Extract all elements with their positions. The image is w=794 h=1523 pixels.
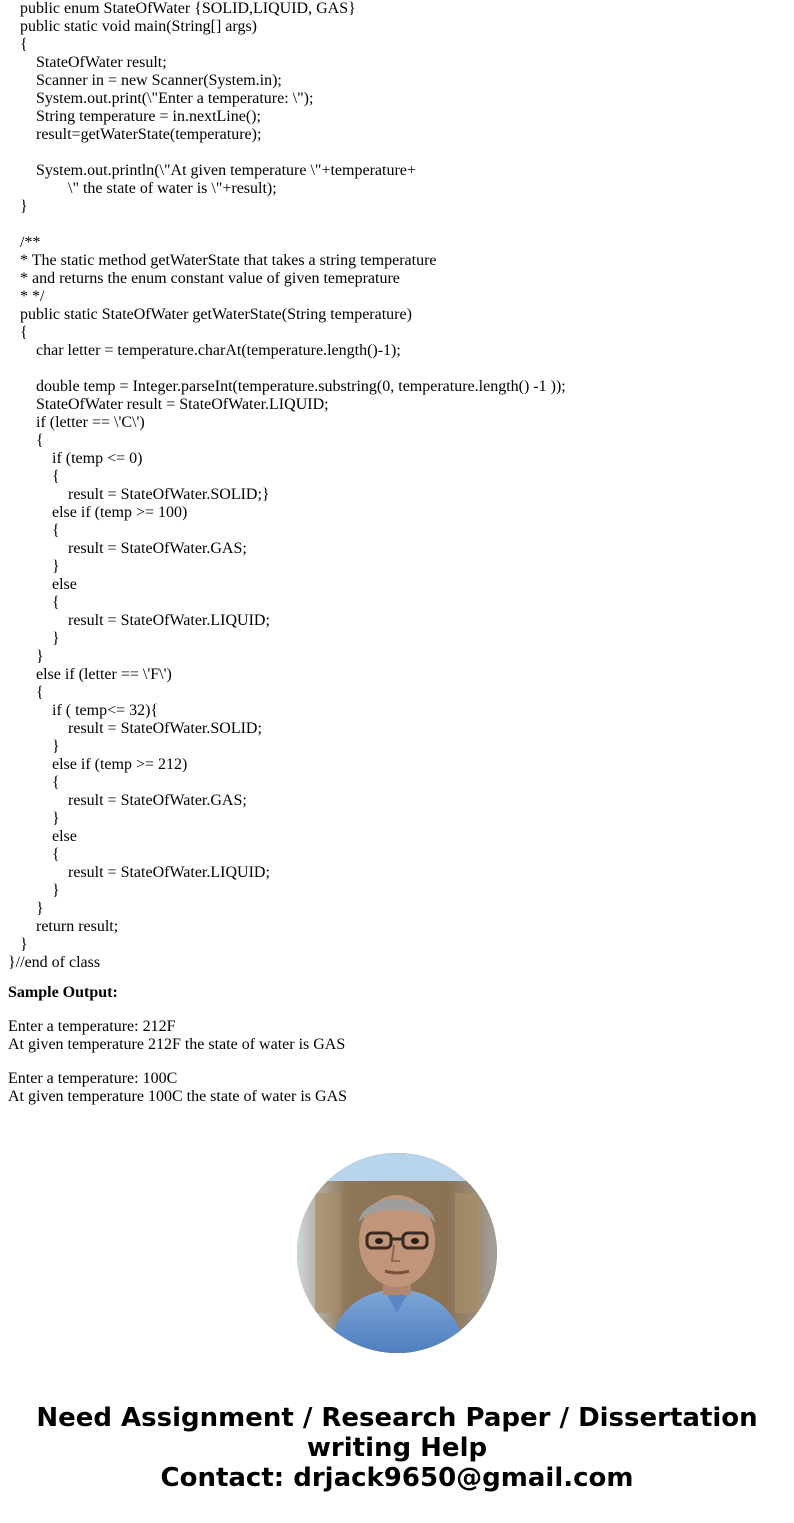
code-line: else if (letter == \'F\') (8, 666, 172, 683)
code-line: result=getWaterState(temperature); (8, 126, 262, 143)
code-line: result = StateOfWater.LIQUID; (8, 864, 270, 881)
code-line (8, 144, 788, 162)
code-line: result = StateOfWater.GAS; (8, 540, 247, 557)
code-listing (8, 0, 788, 972)
code-line: double temp = Integer.parseInt(temperature.substring(0, temperature.length() -1 )); (8, 378, 566, 395)
sample-output-line: Enter a temperature: 100C (8, 1070, 178, 1087)
code-line: { (8, 36, 28, 53)
code-line: } (8, 738, 60, 755)
code-line: } (8, 198, 28, 215)
code-line: else (8, 828, 77, 845)
code-line: { (8, 468, 60, 485)
code-line: { (8, 684, 44, 701)
author-photo (297, 1153, 497, 1353)
code-line: char letter = temperature.charAt(temperature.length()-1); (8, 342, 401, 359)
code-line: Scanner in = new Scanner(System.in); (8, 72, 282, 89)
code-line: } (8, 810, 60, 827)
code-line: if (temp <= 0) (8, 450, 143, 467)
code-line: return result; (8, 918, 119, 935)
code-line: System.out.print(\"Enter a temperature: \"); (8, 90, 314, 107)
code-line: } (8, 882, 60, 899)
code-line (8, 360, 788, 378)
code-line (8, 216, 788, 234)
code-line: } (8, 558, 60, 575)
sample-output-line: At given temperature 100C the state of water is GAS (8, 1088, 348, 1105)
code-line: public static StateOfWater getWaterState(String temperature) (8, 306, 412, 323)
code-line: result = StateOfWater.SOLID;} (8, 486, 270, 503)
banner-line: Need Assignment / Research Paper / Dissertation (36, 1403, 758, 1433)
code-line: else (8, 576, 77, 593)
code-line: /** (8, 234, 41, 251)
code-line: { (8, 324, 28, 341)
code-line: * and returns the enum constant value of given temeprature (8, 270, 400, 287)
code-line: } (8, 900, 44, 917)
code-line: { (8, 432, 44, 449)
code-line: * The static method getWaterState that takes a string temperature (8, 252, 437, 269)
banner-contact-line: Contact: drjack9650@gmail.com (160, 1463, 634, 1493)
code-line: System.out.println(\"At given temperature \"+temperature+ (8, 162, 416, 179)
code-line: result = StateOfWater.GAS; (8, 792, 247, 809)
code-line: } (8, 630, 60, 647)
code-line: String temperature = in.nextLine(); (8, 108, 261, 125)
code-line: } (8, 648, 44, 665)
code-line: if ( temp<= 32){ (8, 702, 159, 719)
code-line: { (8, 522, 60, 539)
code-line: StateOfWater result = StateOfWater.LIQUID; (8, 396, 329, 413)
code-line: public static void main(String[] args) (8, 18, 257, 35)
code-line: public enum StateOfWater {SOLID,LIQUID, GAS} (8, 0, 356, 17)
sample-output-line: Enter a temperature: 212F (8, 1018, 176, 1035)
code-line: result = StateOfWater.SOLID; (8, 720, 262, 737)
code-line: { (8, 594, 60, 611)
banner-line: writing Help (306, 1433, 488, 1463)
code-line: { (8, 774, 60, 791)
code-line: * */ (8, 288, 45, 305)
code-line: result = StateOfWater.LIQUID; (8, 612, 270, 629)
sample-output-line: At given temperature 212F the state of water is GAS (8, 1036, 346, 1053)
code-line: else if (temp >= 212) (8, 756, 188, 773)
code-line: \" the state of water is \"+result); (8, 180, 277, 197)
contact-banner (0, 1403, 794, 1493)
code-line: else if (temp >= 100) (8, 504, 188, 521)
code-line: StateOfWater result; (8, 54, 167, 71)
code-line: if (letter == \'C\') (8, 414, 145, 431)
code-line: }//end of class (8, 954, 101, 971)
code-line: } (8, 936, 28, 953)
author-photo-illustration (297, 1153, 497, 1353)
sample-output-heading: Sample Output: (8, 984, 118, 1001)
code-line: { (8, 846, 60, 863)
